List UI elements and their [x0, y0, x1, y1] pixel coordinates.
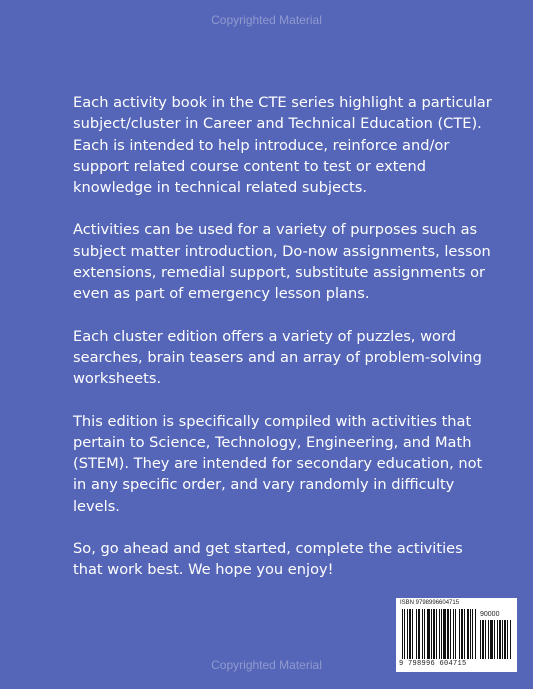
- price-code: 90000: [480, 611, 500, 618]
- paragraph-uses: Activities can be used for a variety of purposes such as subject matter introduction, Do-now assignments, lesson extensions, remedial support, substitute assignments or even as part of emergency lesson plans.: [73, 221, 491, 303]
- paragraph-contents: Each cluster edition offers a variety of puzzles, word searches, brain teasers and an array of problem-solving worksheets.: [73, 327, 482, 388]
- watermark-top: Copyrighted Material: [211, 13, 322, 27]
- paragraph-edition: This edition is specifically compiled with activities that pertain to Science, Technology, Engineering, and Math (STEM). They are intended for secondary education, not in any specific order, and vary randomly in difficulty levels.: [73, 412, 483, 515]
- back-cover-description: [73, 92, 493, 602]
- barcode-bars: [402, 609, 478, 659]
- watermark-bottom: Copyrighted Material: [211, 658, 322, 672]
- paragraph-intro: Each activity book in the CTE series highlight a particular subject/cluster in Career and Technical Education (CTE). Each is intended to help introduce, reinforce and/or support related course content to test or extend knowledge in technical related subjects.: [73, 94, 492, 197]
- barcode-digits: 9 798996 604715: [399, 660, 467, 668]
- price-barcode-bars: [480, 620, 512, 659]
- paragraph-closing: So, go ahead and get started, complete the activities that work best. We hope you enjoy!: [73, 540, 463, 579]
- isbn-label: ISBN 9798996604715: [400, 600, 460, 606]
